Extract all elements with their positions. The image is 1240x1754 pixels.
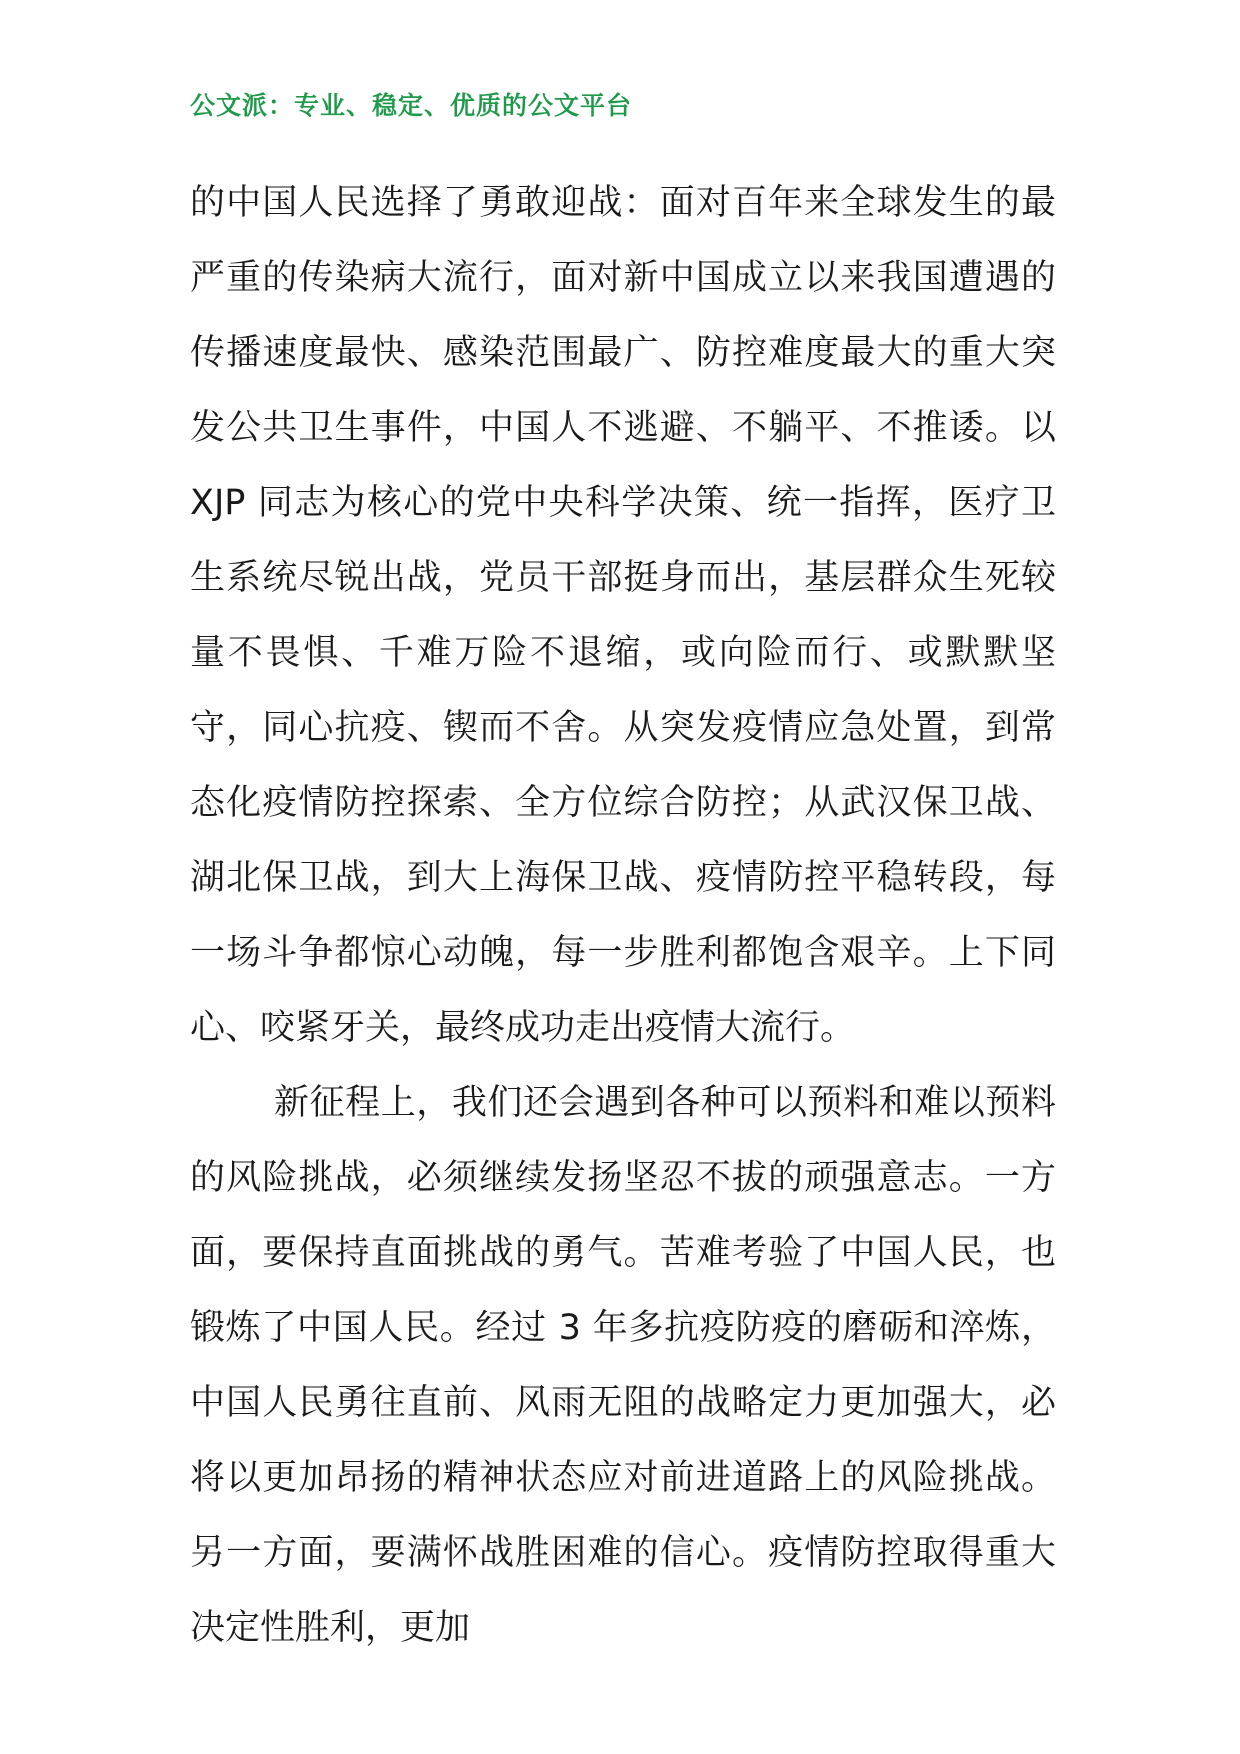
site-header: 公文派：专业、稳定、优质的公文平台 (190, 91, 633, 120)
document-body (190, 166, 1056, 1666)
body-paragraph-continued: 的中国人民选择了勇敢迎战：面对百年来全球发生的最严重的传染病大流行，面对新中国成立以来我国遭遇的传播速度最快、感染范围最广、防控难度最大的重大突发公共卫生事件，中国人不逃避、不躺平、不推诿。以 XJP 同志为核心的党中央科学决策、统一指挥，医疗卫生系统尽锐出战，党员干部挺身而出，基层群众生死较量不畏惧、千难万险不退缩，或向险而行、或默默坚守，同心抗疫、锲而不舍。从突发疫情应急处置，到常态化疫情防控探索、全方位综合防控；从武汉保卫战、湖北保卫战，到大上海保卫战、疫情防控平稳转段，每一场斗争都惊心动魄，每一步胜利都饱含艰辛。上下同心、咬紧牙关，最终成功走出疫情大流行。 (190, 183, 1056, 1048)
body-paragraph: 新征程上，我们还会遇到各种可以预料和难以预料的风险挑战，必须继续发扬坚忍不拔的顽强意志。一方面，要保持直面挑战的勇气。苦难考验了中国人民，也锻炼了中国人民。经过 3 年多抗疫防疫的磨砺和淬炼，中国人民勇往直前、风雨无阻的战略定力更加强大，必将以更加昂扬的精神状态应对前进道路上的风险挑战。另一方面，要满怀战胜困难的信心。疫情防控取得重大决定性胜利，更加 (190, 1083, 1056, 1648)
